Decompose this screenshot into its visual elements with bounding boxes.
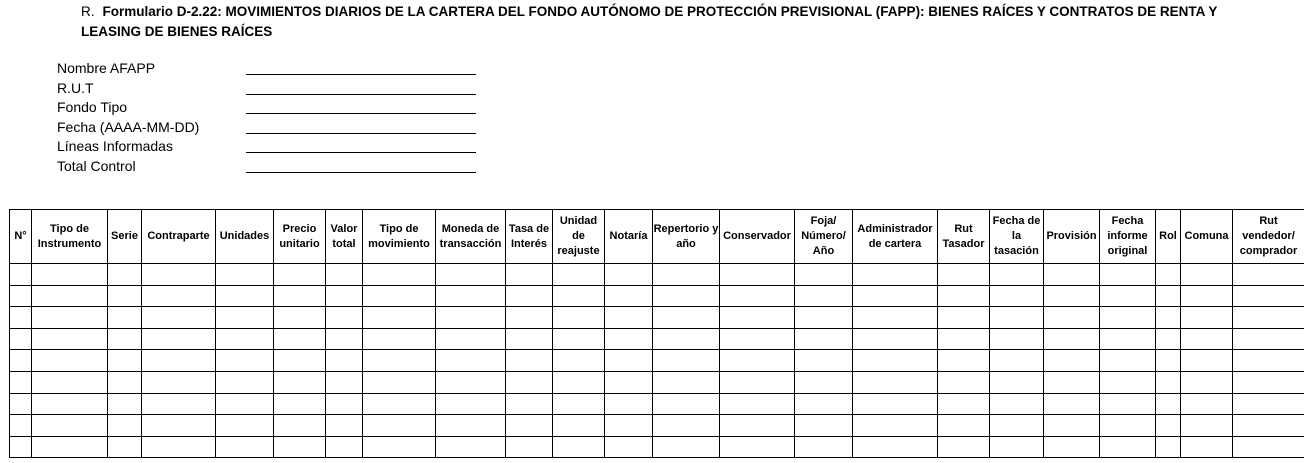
table-cell[interactable] (274, 264, 326, 286)
column-header: Tasa de Interés (506, 210, 553, 264)
table-cell[interactable] (142, 350, 216, 372)
column-header: Fecha informe original (1100, 210, 1156, 264)
form-title (81, 2, 1261, 42)
table-cell[interactable] (108, 328, 142, 350)
column-header: Rut Tasador (938, 210, 990, 264)
field-input-line[interactable] (246, 94, 476, 95)
table-cell[interactable] (32, 393, 108, 415)
table-cell[interactable] (1181, 415, 1233, 437)
table-cell[interactable] (1044, 415, 1100, 437)
table-cell[interactable] (1181, 393, 1233, 415)
table-cell[interactable] (990, 264, 1044, 286)
table-cell[interactable] (326, 328, 363, 350)
movements-table (9, 209, 1304, 458)
table-cell[interactable] (653, 285, 720, 307)
column-header: Contraparte (142, 210, 216, 264)
table-cell[interactable] (553, 371, 605, 393)
table-cell[interactable] (795, 415, 853, 437)
column-header: Rut vendedor/ comprador (1233, 210, 1304, 264)
table-cell[interactable] (853, 436, 938, 458)
table-cell[interactable] (795, 393, 853, 415)
table-cell[interactable] (938, 436, 990, 458)
table-row (10, 436, 1304, 458)
table-cell[interactable] (990, 285, 1044, 307)
table-cell[interactable] (436, 371, 506, 393)
table-cell[interactable] (32, 371, 108, 393)
table-cell[interactable] (1044, 264, 1100, 286)
table-cell[interactable] (10, 350, 32, 372)
table-cell[interactable] (436, 285, 506, 307)
table-cell[interactable] (142, 285, 216, 307)
field-label: Fecha (AAAA-MM-DD) (57, 118, 200, 135)
table-cell[interactable] (1100, 328, 1156, 350)
table-cell[interactable] (795, 371, 853, 393)
table-cell[interactable] (553, 436, 605, 458)
table-cell[interactable] (795, 436, 853, 458)
field-input-line[interactable] (246, 152, 476, 153)
table-cell[interactable] (108, 415, 142, 437)
table-cell[interactable] (938, 393, 990, 415)
column-header: Provisión (1044, 210, 1100, 264)
table-cell[interactable] (853, 371, 938, 393)
table-cell[interactable] (653, 350, 720, 372)
table-cell[interactable] (1233, 328, 1304, 350)
table-cell[interactable] (605, 415, 653, 437)
field-label: Nombre AFAPP (57, 60, 156, 76)
field-input-line[interactable] (246, 133, 476, 134)
table-cell[interactable] (1233, 393, 1304, 415)
table-cell[interactable] (10, 436, 32, 458)
table-cell[interactable] (108, 436, 142, 458)
table-cell[interactable] (990, 350, 1044, 372)
table-cell[interactable] (1156, 307, 1181, 329)
table-cell[interactable] (506, 393, 553, 415)
table-cell[interactable] (326, 371, 363, 393)
table-row (10, 393, 1304, 415)
table-cell[interactable] (142, 264, 216, 286)
column-header: Unidades (216, 210, 274, 264)
table-cell[interactable] (853, 350, 938, 372)
table-cell[interactable] (506, 307, 553, 329)
table-cell[interactable] (142, 415, 216, 437)
table-cell[interactable] (1044, 285, 1100, 307)
table-cell[interactable] (853, 264, 938, 286)
table-cell[interactable] (605, 436, 653, 458)
table-cell[interactable] (436, 415, 506, 437)
table-cell[interactable] (553, 415, 605, 437)
table-cell[interactable] (1181, 264, 1233, 286)
table-cell[interactable] (108, 350, 142, 372)
table-cell[interactable] (1100, 393, 1156, 415)
table-cell[interactable] (436, 436, 506, 458)
table-cell[interactable] (990, 415, 1044, 437)
table-cell[interactable] (853, 393, 938, 415)
table-cell[interactable] (605, 350, 653, 372)
column-header: Unidad de reajuste (553, 210, 605, 264)
column-header: Precio unitario (274, 210, 326, 264)
table-cell[interactable] (10, 264, 32, 286)
table-cell[interactable] (363, 436, 436, 458)
table-cell[interactable] (1181, 285, 1233, 307)
table-cell[interactable] (1156, 328, 1181, 350)
field-label: Líneas Informadas (57, 138, 173, 154)
table-cell[interactable] (938, 264, 990, 286)
table-cell[interactable] (32, 307, 108, 329)
table-cell[interactable] (553, 285, 605, 307)
table-cell[interactable] (326, 350, 363, 372)
table-cell[interactable] (142, 307, 216, 329)
column-header: Valor total (326, 210, 363, 264)
table-cell[interactable] (32, 285, 108, 307)
table-cell[interactable] (653, 264, 720, 286)
column-header: Notaría (605, 210, 653, 264)
table-cell[interactable] (142, 393, 216, 415)
field-label: Total Control (57, 157, 136, 174)
field-input-line[interactable] (246, 74, 476, 75)
table-cell[interactable] (720, 415, 795, 437)
table-cell[interactable] (436, 393, 506, 415)
column-header: Fecha de la tasación (990, 210, 1044, 264)
table-cell[interactable] (938, 285, 990, 307)
table-cell[interactable] (326, 436, 363, 458)
table-cell[interactable] (274, 415, 326, 437)
table-cell[interactable] (32, 264, 108, 286)
table-cell[interactable] (720, 393, 795, 415)
table-cell[interactable] (10, 285, 32, 307)
table-cell[interactable] (1233, 415, 1304, 437)
table-cell[interactable] (1181, 328, 1233, 350)
table-cell[interactable] (506, 371, 553, 393)
table-cell[interactable] (10, 371, 32, 393)
column-header: Conservador (720, 210, 795, 264)
table-cell[interactable] (32, 436, 108, 458)
column-header: Serie (108, 210, 142, 264)
table-cell[interactable] (1233, 350, 1304, 372)
table-cell[interactable] (853, 415, 938, 437)
table-cell[interactable] (274, 285, 326, 307)
table-cell[interactable] (990, 307, 1044, 329)
table-cell[interactable] (1233, 264, 1304, 286)
table-row (10, 307, 1304, 329)
table-cell[interactable] (142, 328, 216, 350)
table-row (10, 350, 1304, 372)
table-cell[interactable] (1044, 328, 1100, 350)
table-cell[interactable] (853, 285, 938, 307)
table-cell[interactable] (363, 328, 436, 350)
column-header: Administrador de cartera (853, 210, 938, 264)
table-cell[interactable] (326, 264, 363, 286)
table-cell[interactable] (32, 350, 108, 372)
table-cell[interactable] (363, 285, 436, 307)
table-cell[interactable] (274, 371, 326, 393)
column-header: Tipo de movimiento (363, 210, 436, 264)
table-cell[interactable] (1156, 436, 1181, 458)
table-cell[interactable] (1156, 393, 1181, 415)
table-cell[interactable] (1181, 350, 1233, 372)
table-cell[interactable] (1156, 371, 1181, 393)
column-header: N° (10, 210, 32, 264)
table-cell[interactable] (990, 371, 1044, 393)
table-cell[interactable] (938, 307, 990, 329)
table-cell[interactable] (653, 371, 720, 393)
table-cell[interactable] (108, 307, 142, 329)
table-cell[interactable] (216, 264, 274, 286)
table-cell[interactable] (506, 415, 553, 437)
column-header: Comuna (1181, 210, 1233, 264)
table-cell[interactable] (274, 307, 326, 329)
table-cell[interactable] (1233, 436, 1304, 458)
table-cell[interactable] (1044, 350, 1100, 372)
table-cell[interactable] (506, 436, 553, 458)
section-letter: R. (81, 4, 95, 19)
table-cell[interactable] (108, 393, 142, 415)
table-cell[interactable] (274, 350, 326, 372)
table-cell[interactable] (605, 393, 653, 415)
table-cell[interactable] (653, 436, 720, 458)
table-cell[interactable] (1100, 371, 1156, 393)
table-cell[interactable] (142, 371, 216, 393)
table-cell[interactable] (1044, 307, 1100, 329)
table-cell[interactable] (653, 328, 720, 350)
table-cell[interactable] (990, 393, 1044, 415)
table-cell[interactable] (795, 350, 853, 372)
field-input-line[interactable] (246, 172, 476, 173)
table-cell[interactable] (553, 264, 605, 286)
table-cell[interactable] (1100, 264, 1156, 286)
table-cell[interactable] (363, 371, 436, 393)
table-cell[interactable] (108, 371, 142, 393)
table-cell[interactable] (720, 436, 795, 458)
table-cell[interactable] (720, 350, 795, 372)
table-cell[interactable] (32, 328, 108, 350)
table-cell[interactable] (363, 307, 436, 329)
table-cell[interactable] (795, 328, 853, 350)
column-header: Rol (1156, 210, 1181, 264)
table-cell[interactable] (216, 350, 274, 372)
table-cell[interactable] (795, 307, 853, 329)
table-cell[interactable] (142, 436, 216, 458)
column-header: Moneda de transacción (436, 210, 506, 264)
table-cell[interactable] (1100, 307, 1156, 329)
table-cell[interactable] (1156, 264, 1181, 286)
table-cell[interactable] (720, 264, 795, 286)
table-cell[interactable] (1181, 307, 1233, 329)
table-cell[interactable] (795, 264, 853, 286)
table-cell[interactable] (10, 415, 32, 437)
table-cell[interactable] (1156, 415, 1181, 437)
table-cell[interactable] (108, 264, 142, 286)
table-cell[interactable] (216, 285, 274, 307)
table-cell[interactable] (720, 307, 795, 329)
table-cell[interactable] (1100, 415, 1156, 437)
table-cell[interactable] (274, 393, 326, 415)
table-cell[interactable] (506, 328, 553, 350)
column-header: Tipo de Instrumento (32, 210, 108, 264)
table-cell[interactable] (938, 415, 990, 437)
table-cell[interactable] (938, 328, 990, 350)
table-cell[interactable] (506, 350, 553, 372)
table-row (10, 264, 1304, 286)
table-cell[interactable] (605, 371, 653, 393)
table-cell[interactable] (720, 371, 795, 393)
column-header: Foja/ Número/ Año (795, 210, 853, 264)
table-row (10, 285, 1304, 307)
table-cell[interactable] (436, 264, 506, 286)
table-cell[interactable] (553, 328, 605, 350)
table-cell[interactable] (506, 264, 553, 286)
table-cell[interactable] (1100, 350, 1156, 372)
table-cell[interactable] (605, 328, 653, 350)
table-cell[interactable] (1233, 285, 1304, 307)
table-cell[interactable] (436, 350, 506, 372)
table-cell[interactable] (1100, 285, 1156, 307)
table-cell[interactable] (216, 436, 274, 458)
table-cell[interactable] (653, 415, 720, 437)
table-cell[interactable] (553, 307, 605, 329)
table-cell[interactable] (216, 307, 274, 329)
field-label: R.U.T (57, 79, 94, 96)
table-cell[interactable] (938, 350, 990, 372)
table-cell[interactable] (990, 436, 1044, 458)
table-cell[interactable] (10, 393, 32, 415)
table-cell[interactable] (363, 415, 436, 437)
table-cell[interactable] (32, 415, 108, 437)
table-cell[interactable] (326, 285, 363, 307)
table-cell[interactable] (720, 328, 795, 350)
table-cell[interactable] (720, 285, 795, 307)
table-body (10, 264, 1304, 458)
table-cell[interactable] (216, 415, 274, 437)
table-cell[interactable] (605, 264, 653, 286)
table-cell[interactable] (795, 285, 853, 307)
table-row (10, 371, 1304, 393)
table-cell[interactable] (1233, 307, 1304, 329)
table-cell[interactable] (216, 328, 274, 350)
table-cell[interactable] (1100, 436, 1156, 458)
table-cell[interactable] (653, 307, 720, 329)
table-cell[interactable] (436, 307, 506, 329)
table-cell[interactable] (363, 393, 436, 415)
table-cell[interactable] (853, 328, 938, 350)
column-header: Repertorio y año (653, 210, 720, 264)
table-row (10, 328, 1304, 350)
table-cell[interactable] (363, 350, 436, 372)
field-label: Fondo Tipo (57, 99, 128, 115)
table-row (10, 415, 1304, 437)
table-cell[interactable] (436, 328, 506, 350)
table-cell[interactable] (506, 285, 553, 307)
table-cell[interactable] (326, 307, 363, 329)
table-cell[interactable] (1044, 393, 1100, 415)
table-cell[interactable] (216, 393, 274, 415)
table-cell[interactable] (553, 350, 605, 372)
table-cell[interactable] (1156, 350, 1181, 372)
table-cell[interactable] (1181, 436, 1233, 458)
table-cell[interactable] (274, 436, 326, 458)
table-cell[interactable] (1233, 371, 1304, 393)
table-cell[interactable] (1044, 371, 1100, 393)
table-cell[interactable] (605, 285, 653, 307)
table-cell[interactable] (363, 264, 436, 286)
table-cell[interactable] (216, 371, 274, 393)
table-cell[interactable] (326, 415, 363, 437)
field-input-line[interactable] (246, 113, 476, 114)
table-cell[interactable] (938, 371, 990, 393)
table-cell[interactable] (274, 328, 326, 350)
table-cell[interactable] (553, 393, 605, 415)
table-header-row (10, 210, 1304, 264)
table-cell[interactable] (1181, 371, 1233, 393)
table-cell[interactable] (853, 307, 938, 329)
form-title-text: Formulario D-2.22: MOVIMIENTOS DIARIOS DE LA CARTERA DEL FONDO AUTÓNOMO DE PROTECCIÓN PREVISIONAL (FAPP): BIENES RAÍCES Y CONTRATOS DE RENTA Y LEASING DE BIENES RAÍCES (81, 4, 1218, 39)
table-cell[interactable] (605, 307, 653, 329)
table-cell[interactable] (10, 328, 32, 350)
table-cell[interactable] (108, 285, 142, 307)
table-cell[interactable] (1156, 285, 1181, 307)
table-cell[interactable] (1044, 436, 1100, 458)
table-cell[interactable] (990, 328, 1044, 350)
table-cell[interactable] (10, 307, 32, 329)
table-cell[interactable] (653, 393, 720, 415)
table-cell[interactable] (326, 393, 363, 415)
